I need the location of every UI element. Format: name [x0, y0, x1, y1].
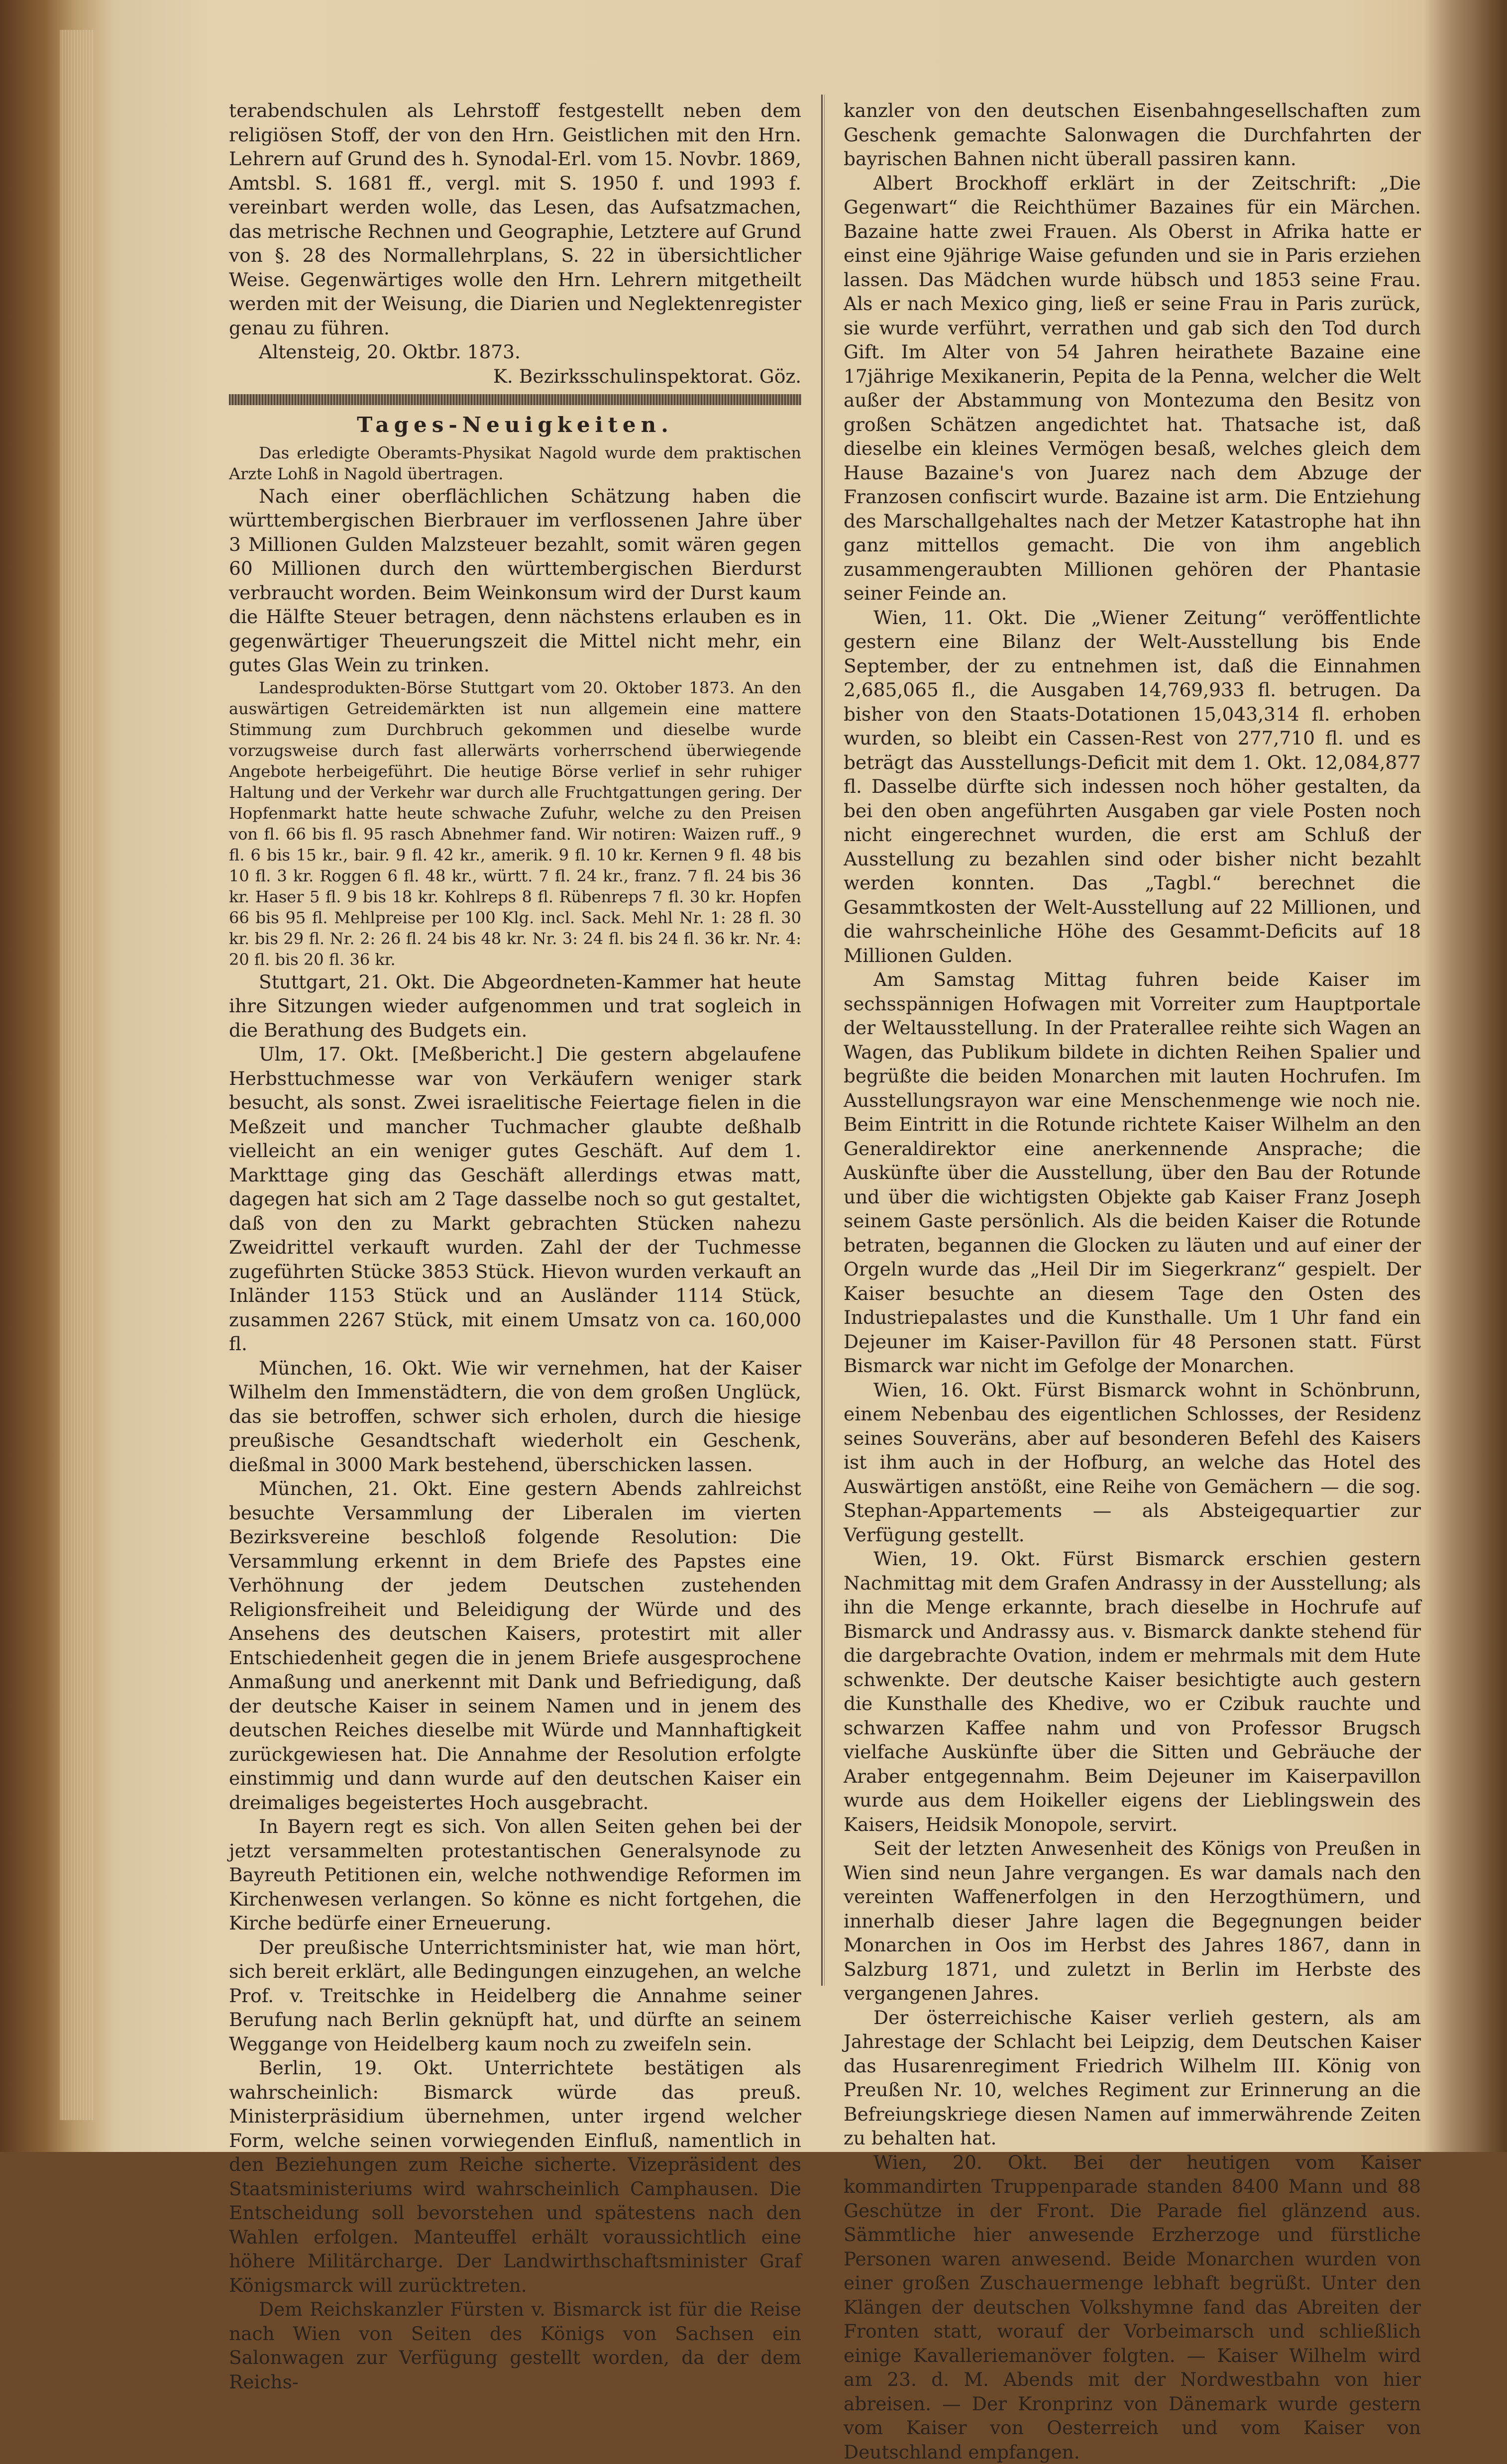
article-paragraph: Landesprodukten-Börse Stuttgart vom 20. Oktober 1873. An den auswärtigen Getreidemärkten ist nun allgemein eine mattere Stimmung zum Durchbruch gekommen und dieselbe wurde vorzugsweise durch fast allerwärts vorherrschend überwiegende Angebote herbeigeführt. Die heutige Börse verlief in sehr ruhiger Haltung und der Verkehr war durch alle Fruchtgattungen gering. Der Hopfenmarkt hatte heute schwache Zufuhr, welche zu den Preisen von fl. 66 bis fl. 95 rasch Abnehmer fand. Wir notiren: Waizen ruff., 9 fl. 6 bis 15 kr., bair. 9 fl. 42 kr., amerik. 9 fl. 10 kr. Kernen 9 fl. 48 bis 10 fl. 3 kr. Roggen 6 fl. 48 kr., württ. 7 fl. 24 kr., franz. 7 fl. 24 bis 36 kr. Haser 5 fl. 9 bis 18 kr. Kohlreps 8 fl. Rübenreps 7 fl. 30 kr. Hopfen 66 bis 95 fl. Mehlpreise per 100 Klg. incl. Sack. Mehl Nr. 1: 28 fl. 30 kr. bis 29 fl. Nr. 2: 26 fl. 24 bis 48 kr. Nr. 3: 24 fl. bis 24 fl. 36 kr. Nr. 4: 20 fl. bis 20 fl. 36 kr. [229, 677, 801, 970]
signature: K. Bezirksschulinspektorat. Göz. [229, 364, 801, 389]
article-paragraph: Wien, 19. Okt. Fürst Bismarck erschien gestern Nachmittag mit dem Grafen Andrassy in der Ausstellung; als ihn die Menge erkannte, brach dieselbe in Hochrufe auf Bismarck und Andrassy aus. v. Bismarck dankte stehend für die dargebrachte Ovation, indem er mehrmals mit dem Hute schwenkte. Der deutsche Kaiser besichtigte auch gestern die Kunsthalle des Khedive, wo er Czibuk rauchte und schwarzen Kaffee nahm und von Professor Brugsch vielfache Auskünfte über die Sitten und Gebräuche der Araber entgegennahm. Beim Dejeuner im Kaiserpavillon wurde aus dem Hoikeller eigens der Lieblingswein des Kaisers, Heidsik Monopole, servirt. [844, 1547, 1421, 1836]
book-page-edges [60, 30, 95, 2120]
article-paragraph: In Bayern regt es sich. Von allen Seiten gehen bei der jetzt versammelten protestantischen Generalsynode zu Bayreuth Petitionen ein, welche nothwendige Reformen im Kirchenwesen verlangen. So könne es nicht fortgehen, die Kirche bedürfe einer Erneuerung. [229, 1815, 801, 1935]
article-paragraph: kanzler von den deutschen Eisenbahngesellschaften zum Geschenk gemachte Salonwagen die Durchfahrten der bayrischen Bahnen nicht überall passiren kann. [844, 99, 1421, 171]
article-paragraph: Wien, 16. Okt. Fürst Bismarck wohnt in Schönbrunn, einem Nebenbau des eigentlichen Schlosses, der Residenz seines Souveräns, aber auf besonderen Befehl des Kaisers ist ihm auch in der Hofburg, an welche das Hotel des Auswärtigen anstößt, eine Reihe von Gemächern — die sog. Stephan-Appartements — als Absteigequartier zur Verfügung gestellt. [844, 1378, 1421, 1547]
article-paragraph: Stuttgart, 21. Okt. Die Abgeordneten-Kammer hat heute ihre Sitzungen wieder aufgenommen und trat sogleich in die Berathung des Budgets ein. [229, 970, 801, 1043]
left-column [229, 99, 801, 2394]
article-paragraph: Wien, 20. Okt. Bei der heutigen vom Kaiser kommandirten Truppenparade standen 8400 Mann und 88 Geschütze in der Front. Die Parade fiel glänzend aus. Sämmtliche hier anwesende Erzherzoge und fürstliche Personen waren anwesend. Beide Monarchen wurden von einer großen Zuschauermenge lebhaft begrüßt. Unter den Klängen der deutschen Volkshymne fand das Abreiten der Fronten statt, worauf der Vorbeimarsch und schließlich einige Kavalleriemanöver folgten. — Kaiser Wilhelm wird am 23. d. M. Abends mit der Nordwestbahn von hier abreisen. — Der Kronprinz von Dänemark wurde gestern vom Kaiser von Oesterreich und vom Kaiser von Deutschland empfangen. [844, 2150, 1421, 2464]
article-paragraph: Dem Reichskanzler Fürsten v. Bismarck ist für die Reise nach Wien von Seiten des Königs von Sachsen ein Salonwagen zur Verfügung gestellt worden, da der dem Reichs- [229, 2297, 801, 2394]
article-paragraph: Ulm, 17. Okt. [Meßbericht.] Die gestern abgelaufene Herbsttuchmesse war von Verkäufern weniger stark besucht, als sonst. Zwei israelitische Feiertage fielen in die Meßzeit und mancher Tuchmacher glaubte deßhalb vielleicht an ein weniger gutes Geschäft. Auf dem 1. Markttage ging das Geschäft allerdings etwas matt, dagegen hat sich am 2 Tage dasselbe noch so gut gestaltet, daß von den zu Markt gebrachten Stücken nahezu Zweidrittel verkauft wurden. Zahl der der Tuchmesse zugeführten Stücke 3853 Stück. Hievon wurden verkauft an Inländer 1153 Stück und an Ausländer 1114 Stück, zusammen 2267 Stück, mit einem Umsatz von ca. 160,000 fl. [229, 1042, 801, 1356]
article-paragraph: Seit der letzten Anwesenheit des Königs von Preußen in Wien sind neun Jahre vergangen. Es war damals nach den vereinten Waffenerfolgen in den Herzogthümern, und innerhalb dieser Jahre lagen die Begegnungen beider Monarchen in Oos im Herbst des Jahres 1867, dann in Salzburg 1871, und zuletzt in Berlin im Herbste des vergangenen Jahres. [844, 1836, 1421, 2006]
article-paragraph: Nach einer oberflächlichen Schätzung haben die württembergischen Bierbrauer im verflossenen Jahre über 3 Millionen Gulden Malzsteuer bezahlt, somit wären gegen 60 Millionen durch den württembergischen Bierdurst verbraucht worden. Beim Weinkonsum wird der Durst kaum die Hälfte Steuer betragen, denn nächstens erlauben es in gegenwärtiger Theuerungszeit die Mittel nicht mehr, ein gutes Glas Wein zu trinken. [229, 484, 801, 677]
dateline: Altensteig, 20. Oktbr. 1873. [229, 340, 801, 364]
article-paragraph: Wien, 11. Okt. Die „Wiener Zeitung“ veröffentlichte gestern eine Bilanz der Welt-Ausstellung bis Ende September, der zu entnehmen ist, daß die Einnahmen 2,685,065 fl., die Ausgaben 14,769,933 fl. betrugen. Da bisher von den Staats-Dotationen 15,043,314 fl. erhoben wurden, so bleibt ein Cassen-Rest von 277,710 fl. und es beträgt das Ausstellungs-Deficit mit dem 1. Okt. 12,084,877 fl. Dasselbe dürfte sich indessen noch höher gestalten, da bei den oben angeführten Ausgaben gar viele Posten noch nicht eingerechnet wurden, die erst am Schluß der Ausstellung zu bezahlen sind oder bisher nicht bezahlt werden konnten. Das „Tagbl.“ berechnet die Gesammtkosten der Welt-Ausstellung auf 22 Millionen, und die wahrscheinliche Höhe des Gesammt-Deficits auf 18 Millionen Gulden. [844, 606, 1421, 968]
page-fold-shadow [1423, 0, 1507, 2152]
article-paragraph: München, 16. Okt. Wie wir vernehmen, hat der Kaiser Wilhelm den Immenstädtern, die von dem großen Unglück, das sie betroffen, schwer sich erholen, durch die hiesige preußische Gesandtschaft wiederholt ein Geschenk, dießmal in 3000 Mark bestehend, überschicken lassen. [229, 1356, 801, 1477]
article-paragraph: Der preußische Unterrichtsminister hat, wie man hört, sich bereit erklärt, alle Bedingungen einzugehen, an welche Prof. v. Treitschke in Heidelberg die Annahme seiner Berufung nach Berlin geknüpft hat, und dürfte an seinem Weggange von Heidelberg kaum noch zu zweifeln sein. [229, 1935, 801, 2056]
column-divider-thin [824, 95, 825, 1986]
article-paragraph: Albert Brockhoff erklärt in der Zeitschrift: „Die Gegenwart“ die Reichthümer Bazaines für ein Märchen. Bazaine hatte zwei Frauen. Als Oberst in Afrika hatte er einst eine 9jährige Waise gefunden und sie in Paris erziehen lassen. Das Mädchen wurde hübsch und 1853 seine Frau. Als er nach Mexico ging, ließ er seine Frau in Paris zurück, sie wurde verführt, verrathen und gab sich den Tod durch Gift. Im Alter von 54 Jahren heirathete Bazaine eine 17jährige Mexikanerin, Pepita de la Penna, welcher die Welt außer der Abstammung von Montezuma den Besitz von großen Schätzen angedichtet hat. Thatsache ist, daß dieselbe ein kleines Vermögen besaß, welches gleich dem Hause Bazaine's von Juarez nach dem Abzuge der Franzosen confiscirt wurde. Bazaine ist arm. Die Entziehung des Marschallgehaltes nach der Metzer Katastrophe hat ihn ganz mittellos gemacht. Die von ihm angeblich zusammengeraubten Millionen gehören der Phantasie seiner Feinde an. [844, 171, 1421, 606]
column-divider [821, 95, 823, 1986]
intro-paragraph: terabendschulen als Lehrstoff festgestellt neben dem religiösen Stoff, der von den Hrn. Geistlichen mit den Hrn. Lehrern auf Grund des h. Synodal-Erl. vom 15. Novbr. 1869, Amtsbl. S. 1681 ff., vergl. mit S. 1950 f. und 1993 f. vereinbart werden wolle, das Lesen, das Aufsatzmachen, das metrische Rechnen und Geographie, Letztere auf Grund von §. 28 des Normallehrplans, S. 22 in übersichtlicher Weise. Gegenwärtiges wolle den Hrn. Lehrern mitgetheilt werden mit der Weisung, die Diarien und Neglektenregister genau zu führen. [229, 99, 801, 340]
article-paragraph: Der österreichische Kaiser verlieh gestern, als am Jahrestage der Schlacht bei Leipzig, dem Deutschen Kaiser das Husarenregiment Friedrich Wilhelm III. König von Preußen Nr. 10, welches Regiment zur Erinnerung an die Befreiungskriege diesen Namen auf immerwährende Zeiten zu behalten hat. [844, 2006, 1421, 2150]
article-paragraph: München, 21. Okt. Eine gestern Abends zahlreichst besuchte Versammlung der Liberalen im vierten Bezirksvereine beschloß folgende Resolution: Die Versammlung erkennt in dem Briefe des Papstes eine Verhöhnung der jedem Deutschen zustehenden Religionsfreiheit und Beleidigung der Würde und des Ansehens des deutschen Kaisers, protestirt mit aller Entschiedenheit gegen die in jenem Briefe ausgesprochene Anmaßung und anerkennt mit Dank und Befriedigung, daß der deutsche Kaiser in seinem Namen und in jenem des deutschen Reiches dieselbe mit Würde und Mannhaftigkeit zurückgewiesen hat. Die Annahme der Resolution erfolgte einstimmig und dann wurde auf den deutschen Kaiser ein dreimaliges begeistertes Hoch ausgebracht. [229, 1477, 801, 1815]
article-paragraph: Das erledigte Oberamts-Physikat Nagold wurde dem praktischen Arzte Lohß in Nagold übertragen. [229, 442, 801, 484]
separator-rule [229, 394, 801, 405]
article-paragraph: Am Samstag Mittag fuhren beide Kaiser im sechsspännigen Hofwagen mit Vorreiter zum Hauptportale der Weltausstellung. In der Praterallee reihte sich Wagen an Wagen, das Publikum bildete in dichten Reihen Spalier und begrüßte die beiden Monarchen mit lauten Hochrufen. Im Ausstellungsrayon war eine Menschenmenge wie noch nie. Beim Eintritt in die Rotunde richtete Kaiser Wilhelm an den Generaldirektor eine anerkennende Ansprache; die Auskünfte über die Ausstellung, über den Bau der Rotunde und über die wichtigsten Objekte gab Kaiser Franz Joseph seinem Gaste persönlich. Als die beiden Kaiser die Rotunde betraten, begannen die Glocken zu läuten und auf einer der Orgeln wurde das „Heil Dir im Siegerkranz“ gespielt. Der Kaiser besuchte an diesem Tage den Osten des Industriepalastes und die Kunsthalle. Um 1 Uhr fand ein Dejeuner im Kaiser-Pavillon für 48 Personen statt. Fürst Bismarck war nicht im Gefolge der Monarchen. [844, 967, 1421, 1378]
section-heading: Tages-Neuigkeiten. [229, 413, 801, 437]
right-column [844, 99, 1421, 2464]
article-paragraph: Berlin, 19. Okt. Unterrichtete bestätigen als wahrscheinlich: Bismarck würde das preuß. Ministerpräsidium übernehmen, unter irgend welcher Form, welche seinen vorwiegenden Einfluß, namentlich in den Beziehungen zum Reiche sicherte. Vizepräsident des Staatsministeriums wird wahrscheinlich Camphausen. Die Entscheidung soll bevorstehen und spätestens nach den Wahlen erfolgen. Manteuffel erhält voraussichtlich eine höhere Militärcharge. Der Landwirthschaftsminister Graf Königsmarck will zurücktreten. [229, 2056, 801, 2297]
